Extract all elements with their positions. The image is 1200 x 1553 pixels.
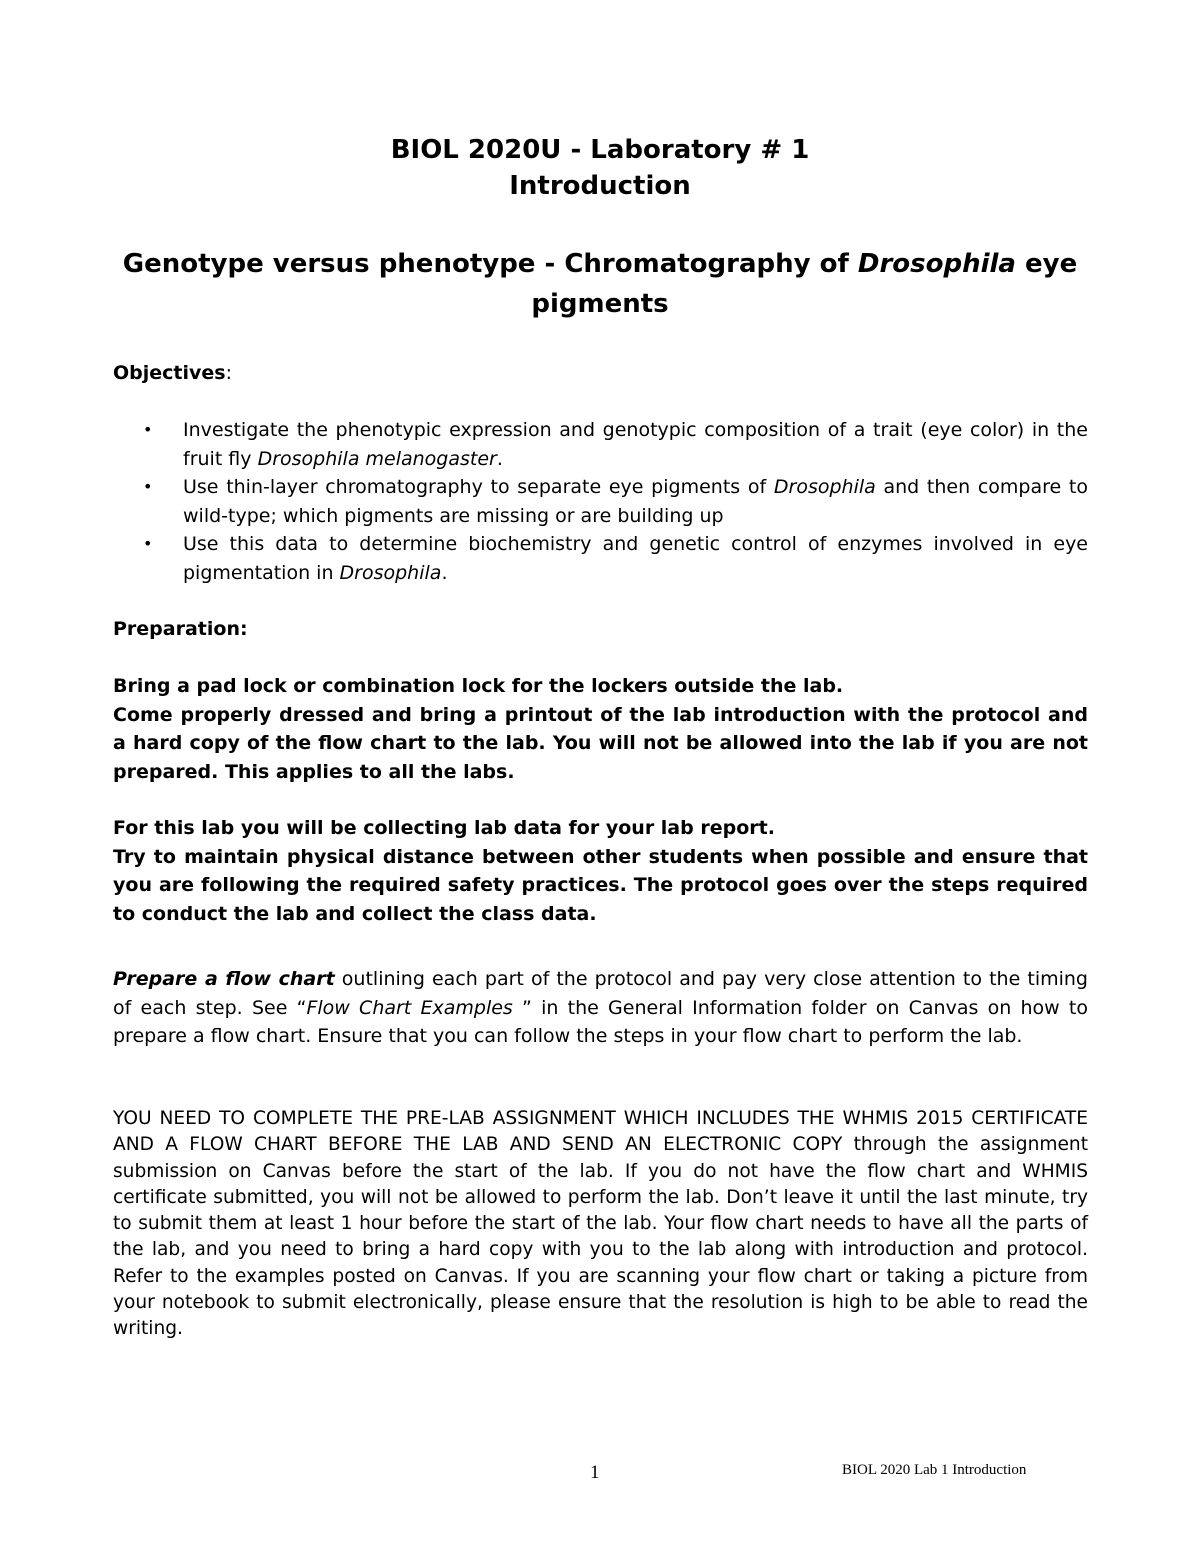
item-text: Investigate the phenotypic expression and genotypic composition of a trait (eye color) in the fruit fly: [183, 419, 1088, 470]
prelab-paragraph: YOU NEED TO COMPLETE THE PRE-LAB ASSIGNMENT WHICH INCLUDES THE WHMIS 2015 CERTIFICATE AND A FLOW CHART BEFORE THE LAB AND SEND AN ELECTRONIC COPY through the assignment submission on Canvas before the start of the lab. If you do not have the flow chart and WHMIS certificate submitted, you will not be allowed to perform the lab. Don’t leave it until the last minute, try to submit them at least 1 hour before the start of the lab. Your flow chart needs to have all the parts of the lab, and you need to bring a hard copy with you to the lab along with introduction and protocol. Refer to the examples posted on Canvas. If you are scanning your flow chart or taking a picture from your notebook to submit electronically, please ensure that the resolution is high to be able to read the writing.: [113, 1108, 1088, 1340]
objectives-heading: [113, 359, 1088, 388]
preparation-heading: Preparation:: [113, 618, 248, 640]
preparation-line-2: Come properly dressed and bring a printout of the lab introduction with the protocol and a hard copy of the flow chart to the lab. You will not be allowed into the lab if you are not prepared. This applies to all the labs.: [113, 703, 1088, 783]
list-item: [113, 416, 1088, 473]
subtitle-end: eye pigments: [531, 249, 1078, 319]
page-number: 1: [590, 1462, 600, 1483]
title-line-1: BIOL 2020U - Laboratory # 1: [390, 135, 810, 165]
bullet-icon: •: [143, 477, 153, 496]
flowchart-text-a: outlining each part of the protocol and pay very close attention to the timing of each step. See “: [113, 968, 1088, 1019]
list-item: [113, 530, 1088, 587]
flowchart-italic: Flow Chart Examples: [306, 996, 513, 1019]
preparation-line-3: For this lab you will be collecting lab data for your lab report.: [113, 817, 775, 839]
flowchart-text-b: ” in the General Information folder on Canvas on how to prepare a flow chart. Ensure that you can follow the steps in your flow chart to perform the lab.: [113, 996, 1088, 1047]
item-end: and then compare to wild-type; which pigments are missing or are building up: [183, 476, 1088, 527]
item-italic: Drosophila: [773, 476, 876, 498]
item-text: Use this data to determine biochemistry and genetic control of enzymes involved in eye pigmentation in: [183, 533, 1088, 584]
preparation-line-1: Bring a pad lock or combination lock for the lockers outside the lab.: [113, 675, 844, 697]
page-subtitle: [100, 244, 1100, 324]
footer-label: BIOL 2020 Lab 1 Introduction: [842, 1462, 1027, 1478]
item-text: Use thin-layer chromatography to separate eye pigments of: [183, 476, 774, 498]
preparation-line-4: Try to maintain physical distance between other students when possible and ensure that you are following the required safety practices. The protocol goes over the steps required to conduct the lab and collect the class data.: [113, 845, 1088, 925]
page-title: [0, 132, 1200, 204]
objectives-colon: :: [225, 362, 232, 384]
preparation-paragraph-1: [113, 672, 1088, 786]
item-italic: Drosophila: [339, 561, 442, 584]
title-line-2: Introduction: [509, 171, 691, 201]
item-italic: Drosophila melanogaster: [257, 447, 497, 470]
item-end: .: [496, 447, 503, 470]
flowchart-emphasis: Prepare a flow chart: [113, 968, 335, 990]
objectives-label: Objectives: [113, 362, 226, 384]
bullet-icon: •: [143, 420, 153, 439]
preparation-paragraph-2: [113, 814, 1088, 928]
objectives-list: [113, 416, 1088, 587]
flowchart-paragraph: [113, 965, 1088, 1051]
bullet-icon: •: [143, 534, 153, 553]
subtitle-text: Genotype versus phenotype - Chromatography of: [122, 249, 858, 279]
item-end: .: [441, 561, 448, 584]
subtitle-italic: Drosophila: [857, 249, 1016, 279]
list-item: [113, 473, 1088, 530]
